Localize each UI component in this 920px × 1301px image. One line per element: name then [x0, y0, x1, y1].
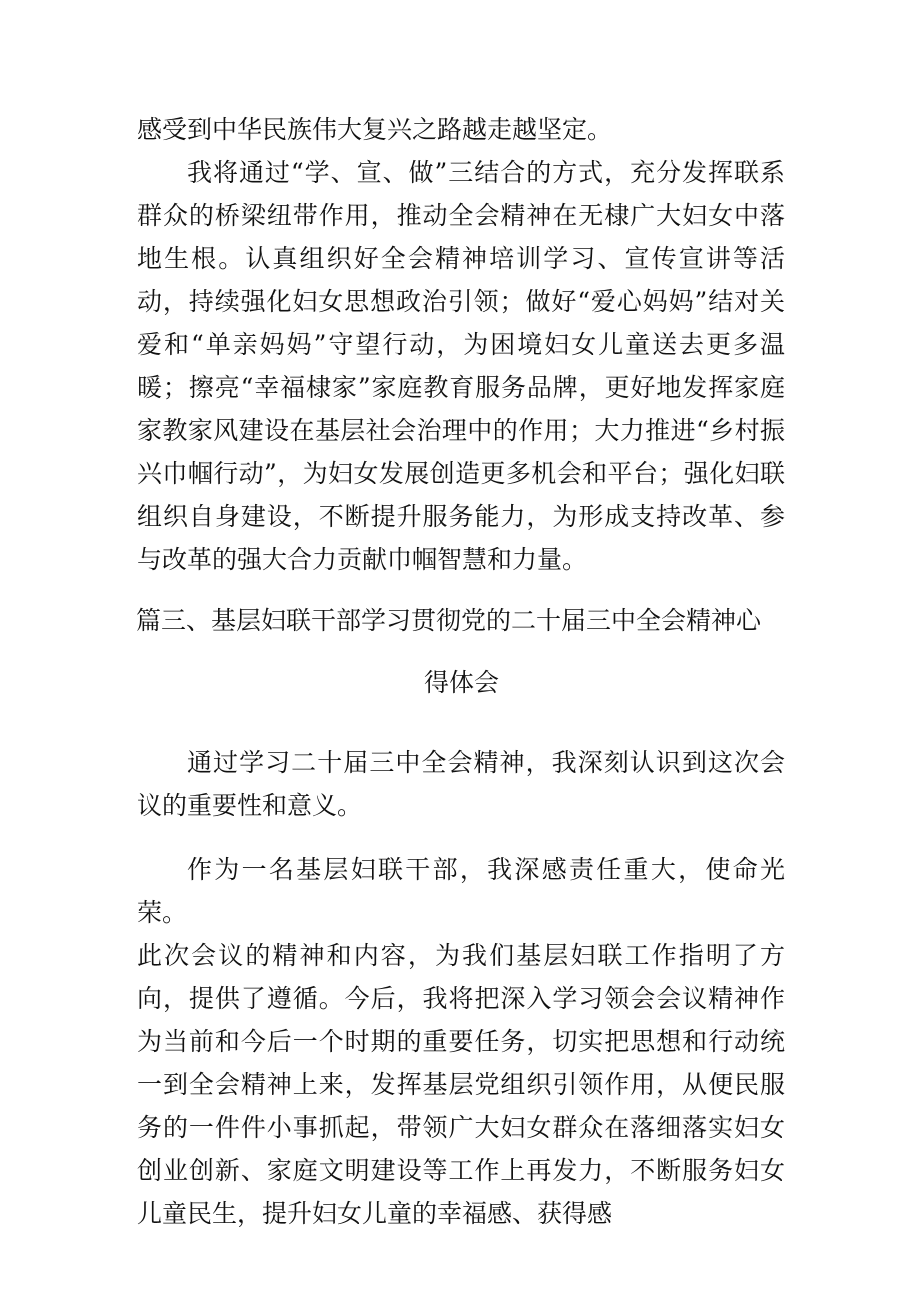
- paragraph-responsibility: 作为一名基层妇联干部，我深感责任重大，使命光荣。: [137, 855, 785, 927]
- section-heading-line-1: 篇三、基层妇联干部学习贯彻党的二十届三中全会精神心: [136, 606, 762, 635]
- paragraph-direction: 此次会议的精神和内容，为我们基层妇联工作指明了方向，提供了遵循。今后，我将把深入学习领会会议精神作为当前和今后一个时期的重要任务，切实把思想和行动统一到全会精神上来，发挥基层党组织引领作用，从便民服务的一件件小事抓起，带领广大妇女群众在落细落实妇女创业创新、家庭文明建设等工作上再发力，不断服务妇女儿童民生，提升妇女儿童的幸福感、获得感: [137, 941, 785, 1228]
- section-heading-line-2: 得体会: [424, 668, 500, 697]
- paragraph-continuation: 感受到中华民族伟大复兴之路越走越坚定。: [137, 115, 613, 144]
- paragraph-study: 通过学习二十届三中全会精神，我深刻认识到这次会议的重要性和意义。: [137, 748, 785, 820]
- paragraph-plan: 我将通过“学、宣、做”三结合的方式，充分发挥联系群众的桥梁纽带作用，推动全会精神在无棣广大妇女中落地生根。认真组织好全会精神培训学习、宣传宣讲等活动，持续强化妇女思想政治引领；做好“爱心妈妈”结对关爱和“单亲妈妈”守望行动，为困境妇女儿童送去更多温暖；擦亮“幸福棣家”家庭教育服务品牌，更好地发挥家庭家教家风建设在基层社会治理中的作用；大力推进“乡村振兴巾帼行动”，为妇女发展创造更多机会和平台；强化妇联组织自身建设，不断提升服务能力，为形成支持改革、参与改革的强大合力贡献巾帼智慧和力量。: [137, 158, 785, 574]
